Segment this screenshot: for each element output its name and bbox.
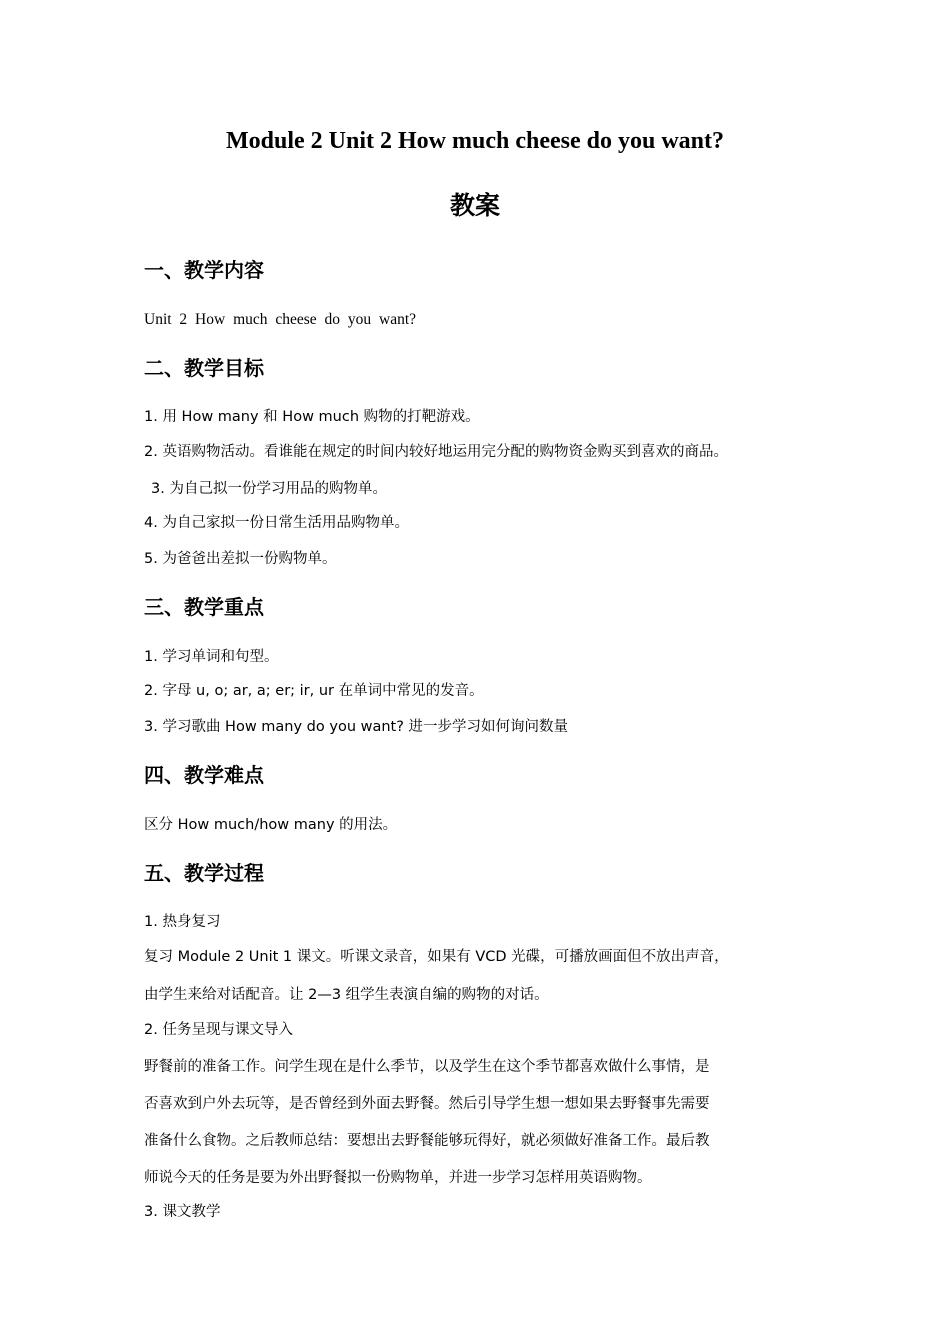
objective-item: 2. 英语购物活动。看谁能在规定的时间内较好地运用完分配的购物资金购买到喜欢的商品。 [144, 444, 728, 460]
objective-item: 3. 为自己拟一份学习用品的购物单。 [151, 481, 387, 497]
key-point-item: 1. 学习单词和句型。 [144, 649, 279, 665]
process-line: 1. 热身复习 [144, 914, 221, 930]
section-heading-process: 五、教学过程 [144, 861, 264, 885]
section-heading-key-points: 三、教学重点 [144, 595, 264, 619]
process-line: 由学生来给对话配音。让 2—3 组学生表演自编的购物的对话。 [144, 987, 549, 1003]
process-line: 否喜欢到户外去玩等，是否曾经到外面去野餐。然后引导学生想一想如果去野餐事先需要 [144, 1096, 710, 1112]
section-heading-content: 一、教学内容 [144, 258, 264, 282]
process-line: 野餐前的准备工作。问学生现在是什么季节，以及学生在这个季节都喜欢做什么事情，是 [144, 1059, 710, 1075]
process-line: 2. 任务呈现与课文导入 [144, 1022, 293, 1038]
content-line: Unit 2 How much cheese do you want? [144, 311, 417, 328]
objective-item: 5. 为爸爸出差拟一份购物单。 [144, 551, 337, 567]
process-line: 准备什么食物。之后教师总结：要想出去野餐能够玩得好，就必须做好准备工作。最后教 [144, 1133, 710, 1149]
section-heading-objectives: 二、教学目标 [144, 356, 264, 380]
section-heading-difficulties: 四、教学难点 [144, 763, 264, 787]
objective-item: 1. 用 How many 和 How much 购物的打靶游戏。 [144, 409, 480, 425]
key-point-item: 2. 字母 u, o; ar, a; er; ir, ur 在单词中常见的发音。 [144, 683, 484, 699]
objective-item: 4. 为自己家拟一份日常生活用品购物单。 [144, 515, 409, 531]
process-line: 师说今天的任务是要为外出野餐拟一份购物单，并进一步学习怎样用英语购物。 [144, 1170, 652, 1186]
process-line: 复习 Module 2 Unit 1 课文。听课文录音，如果有 VCD 光碟，可播放画面但不放出声音， [144, 949, 729, 965]
key-point-item: 3. 学习歌曲 How many do you want? 进一步学习如何询问数量 [144, 719, 569, 735]
difficulty-line: 区分 How much/how many 的用法。 [144, 817, 398, 833]
document-title: Module 2 Unit 2 How much cheese do you want? [225, 128, 724, 154]
document-subtitle: 教案 [449, 191, 500, 220]
process-line: 3. 课文教学 [144, 1204, 221, 1220]
